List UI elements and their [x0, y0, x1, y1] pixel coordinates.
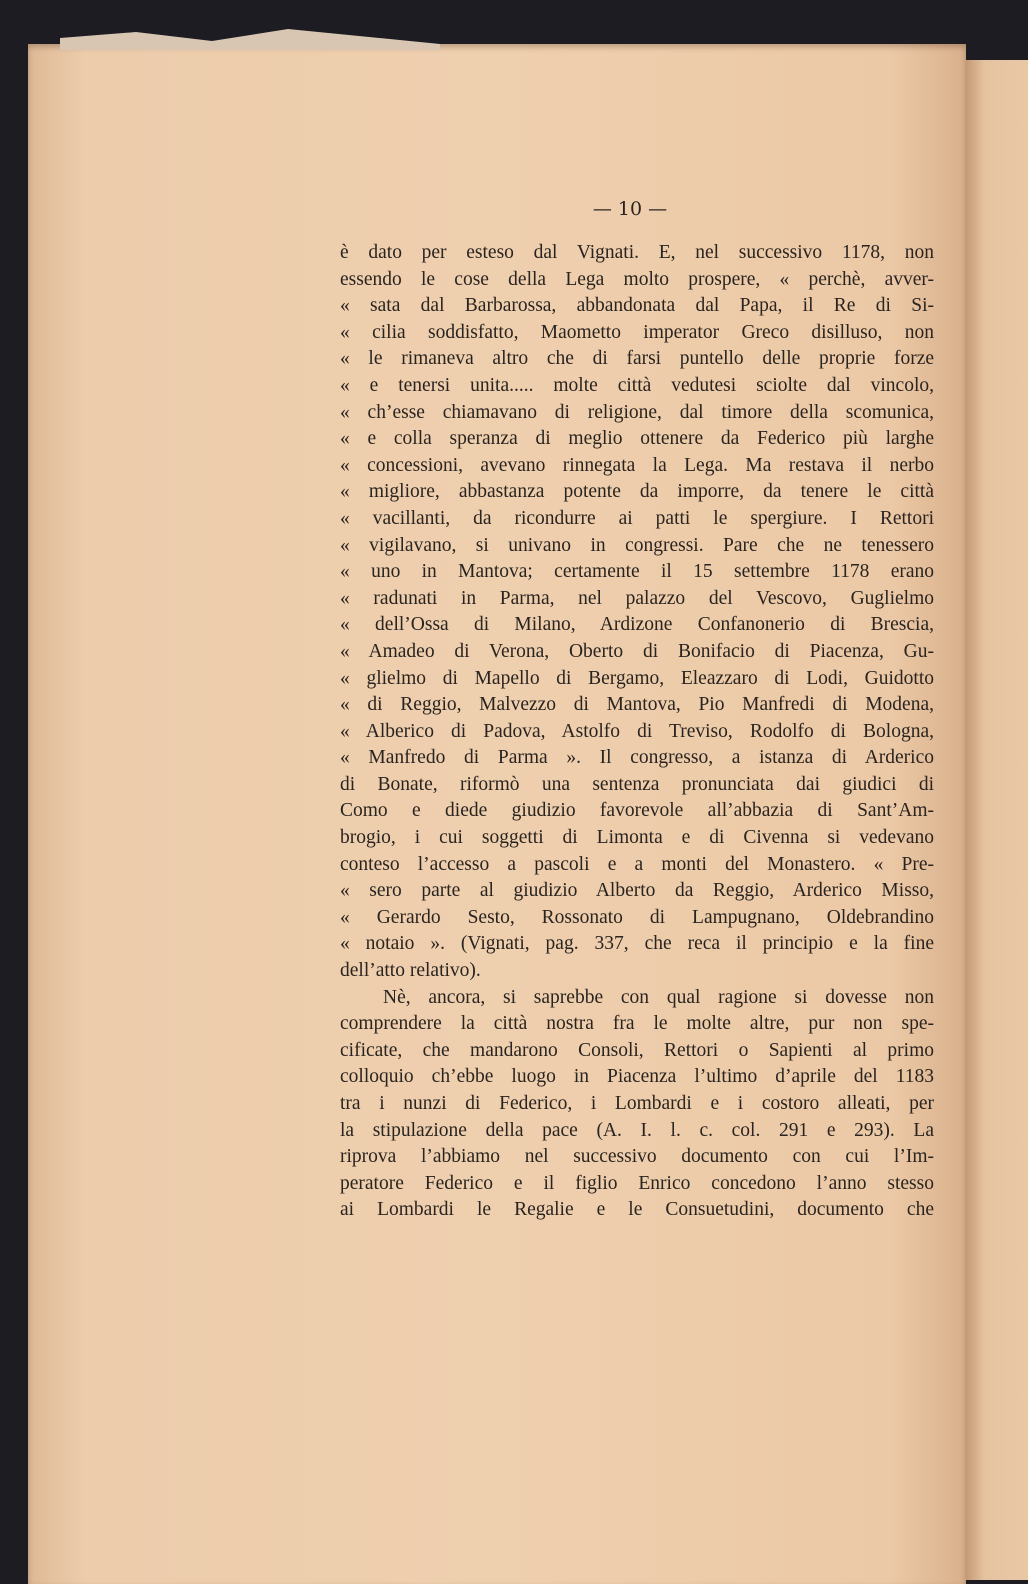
adjacent-page-edge [966, 60, 1028, 1580]
text-line: peratore Federico e il figlio Enrico concedono l’anno stesso [340, 1172, 934, 1194]
text-line: « ch’esse chiamavano di religione, dal timore della scomunica, [340, 401, 934, 423]
text-line: comprendere la città nostra fra le molte altre, pur non spe- [340, 1013, 934, 1035]
text-line: riprova l’abbiamo nel successivo documento con cui l’Im- [340, 1146, 934, 1168]
text-line: « vigilavano, si univano in congressi. Pare che ne tenessero [340, 534, 934, 556]
text-line: conteso l’accesso a pascoli e a monti del Monastero. « Pre- [340, 853, 934, 875]
text-line: « sata dal Barbarossa, abbandonata dal Papa, il Re di Si- [340, 295, 934, 317]
text-line: « e colla speranza di meglio ottenere da Federico più larghe [340, 428, 934, 450]
text-line: « Alberico di Padova, Astolfo di Treviso, Rodolfo di Bologna, [340, 720, 934, 742]
text-line: « di Reggio, Malvezzo di Mantova, Pio Manfredi di Modena, [340, 694, 934, 716]
text-line: « glielmo di Mapello di Bergamo, Eleazzaro di Lodi, Guidotto [340, 667, 934, 689]
text-line: dell’atto relativo). [340, 960, 481, 982]
text-line: « migliore, abbastanza potente da imporre, da tenere le città [340, 481, 934, 503]
page-number: — 10 — [592, 198, 668, 220]
text-line: « radunati in Parma, nel palazzo del Vescovo, Guglielmo [340, 587, 934, 609]
text-line: tra i nunzi di Federico, i Lombardi e i costoro alleati, per [340, 1093, 934, 1114]
text-line: « dell’Ossa di Milano, Ardizone Confanonerio di Brescia, [340, 614, 934, 636]
text-line: « Amadeo di Verona, Oberto di Bonifacio di Piacenza, Gu- [340, 640, 934, 662]
text-line: « sero parte al giudizio Alberto da Reggio, Arderico Misso, [340, 880, 934, 902]
text-line: è dato per esteso dal Vignati. E, nel successivo 1178, non [340, 242, 934, 263]
body-text [340, 240, 934, 1224]
torn-page-edge [60, 20, 440, 50]
text-line: la stipulazione della pace (A. I. l. c. col. 291 e 293). La [340, 1119, 934, 1141]
text-line: di Bonate, riformò una sentenza pronunciata dai giudici di [340, 773, 934, 795]
text-line: brogio, i cui soggetti di Limonta e di Civenna si vedevano [340, 827, 934, 849]
text-line: « Gerardo Sesto, Rossonato di Lampugnano, Oldebrandino [340, 906, 934, 928]
text-line: essendo le cose della Lega molto prospere, « perchè, avver- [340, 268, 934, 290]
text-line: « le rimaneva altro che di farsi puntello delle proprie forze [340, 348, 934, 370]
text-line: « notaio ». (Vignati, pag. 337, che reca il principio e la fine [340, 933, 934, 955]
text-line: Como e diede giudizio favorevole all’abbazia di Sant’Am- [340, 800, 934, 822]
text-line: « vacillanti, da ricondurre ai patti le spergiure. I Rettori [340, 507, 934, 529]
text-line: « e tenersi unita..... molte città vedutesi sciolte dal vincolo, [340, 374, 934, 396]
text-line: cificate, che mandarono Consoli, Rettori o Sapienti al primo [340, 1039, 934, 1061]
text-line: « concessioni, avevano rinnegata la Lega. Ma restava il nerbo [340, 454, 934, 476]
text-line: ai Lombardi le Regalie e le Consuetudini, documento che [340, 1199, 934, 1221]
text-line: « cilia soddisfatto, Maometto imperator Greco disilluso, non [340, 321, 934, 343]
text-line: « uno in Mantova; certamente il 15 settembre 1178 erano [340, 561, 934, 583]
text-line: « Manfredo di Parma ». Il congresso, a istanza di Arderico [340, 747, 934, 769]
text-line: Nè, ancora, si saprebbe con qual ragione si dovesse non [383, 986, 934, 1008]
text-line: colloquio ch’ebbe luogo in Piacenza l’ultimo d’aprile del 1183 [340, 1066, 934, 1088]
